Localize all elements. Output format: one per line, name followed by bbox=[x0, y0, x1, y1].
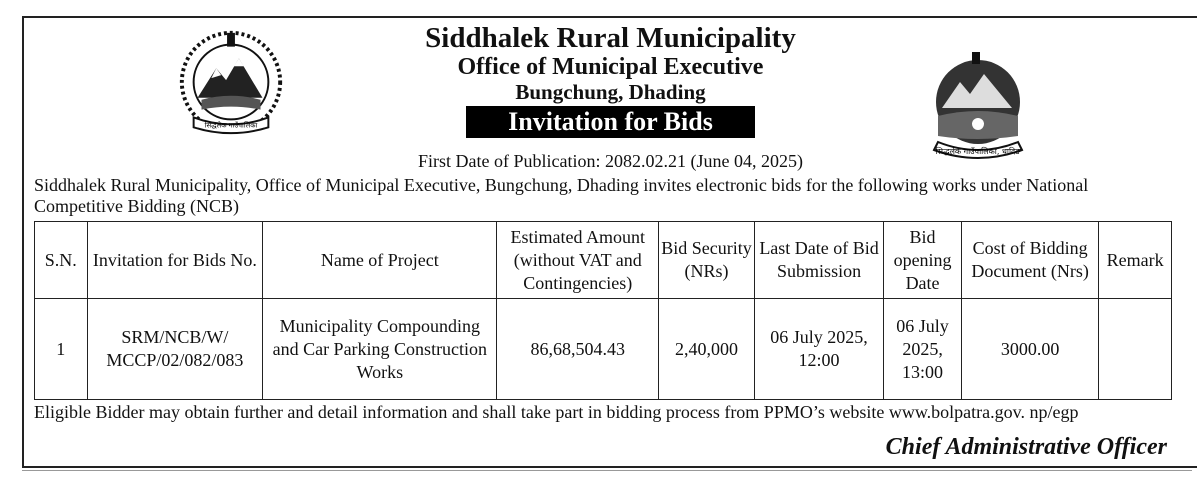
header-security: Bid Security (NRs) bbox=[659, 222, 755, 299]
cell-sn: 1 bbox=[35, 299, 88, 400]
svg-text:सिद्धलेक गाउँपालिका: सिद्धलेक गाउँपालिका bbox=[204, 121, 258, 130]
table-header-row bbox=[35, 222, 1172, 299]
header-ifb-no: Invitation for Bids No. bbox=[87, 222, 263, 299]
organization-name: Siddhalek Rural Municipality bbox=[425, 22, 796, 54]
signature: Chief Administrative Officer bbox=[885, 434, 1167, 460]
cell-ifb-no: SRM/NCB/W/ MCCP/02/082/083 bbox=[87, 299, 263, 400]
divider bbox=[22, 470, 1192, 471]
office-name: Office of Municipal Executive bbox=[457, 54, 764, 80]
publication-date: First Date of Publication: 2082.02.21 (June 04, 2025) bbox=[418, 151, 803, 171]
header-project: Name of Project bbox=[263, 222, 497, 299]
intro-paragraph: Siddhalek Rural Municipality, Office of Municipal Executive, Bungchung, Dhading invites electronic bids for the following works under National Competitive Bidding (NCB) bbox=[34, 175, 1089, 216]
cell-opening: 06 July 2025, 13:00 bbox=[884, 299, 962, 400]
header-sn: S.N. bbox=[35, 222, 88, 299]
cell-last-date: 06 July 2025, 12:00 bbox=[754, 299, 883, 400]
header-cost: Cost of Bidding Document (Nrs) bbox=[961, 222, 1098, 299]
footer-paragraph: Eligible Bidder may obtain further and detail information and shall take part in bidding process from PPMO’s website www.bolpatra.gov. np/egp bbox=[34, 402, 1079, 422]
cell-security: 2,40,000 bbox=[659, 299, 755, 400]
header-remark: Remark bbox=[1099, 222, 1172, 299]
header-opening: Bid opening Date bbox=[884, 222, 962, 299]
svg-text:सिद्धलेक गाउँपालिका, धादिङ: सिद्धलेक गाउँपालिका, धादिङ bbox=[935, 147, 1021, 156]
table-row bbox=[35, 299, 1172, 400]
letterhead bbox=[24, 22, 1197, 138]
header-last-date: Last Date of Bid Submission bbox=[754, 222, 883, 299]
cell-remark bbox=[1099, 299, 1172, 400]
bids-table bbox=[34, 221, 1172, 400]
cell-cost: 3000.00 bbox=[961, 299, 1098, 400]
cell-amount: 86,68,504.43 bbox=[497, 299, 659, 400]
office-address: Bungchung, Dhading bbox=[515, 80, 706, 104]
bid-notice bbox=[22, 16, 1197, 468]
cell-project: Municipality Compounding and Car Parking Construction Works bbox=[263, 299, 497, 400]
notice-title: Invitation for Bids bbox=[466, 106, 755, 138]
header-amount: Estimated Amount (without VAT and Contingencies) bbox=[497, 222, 659, 299]
